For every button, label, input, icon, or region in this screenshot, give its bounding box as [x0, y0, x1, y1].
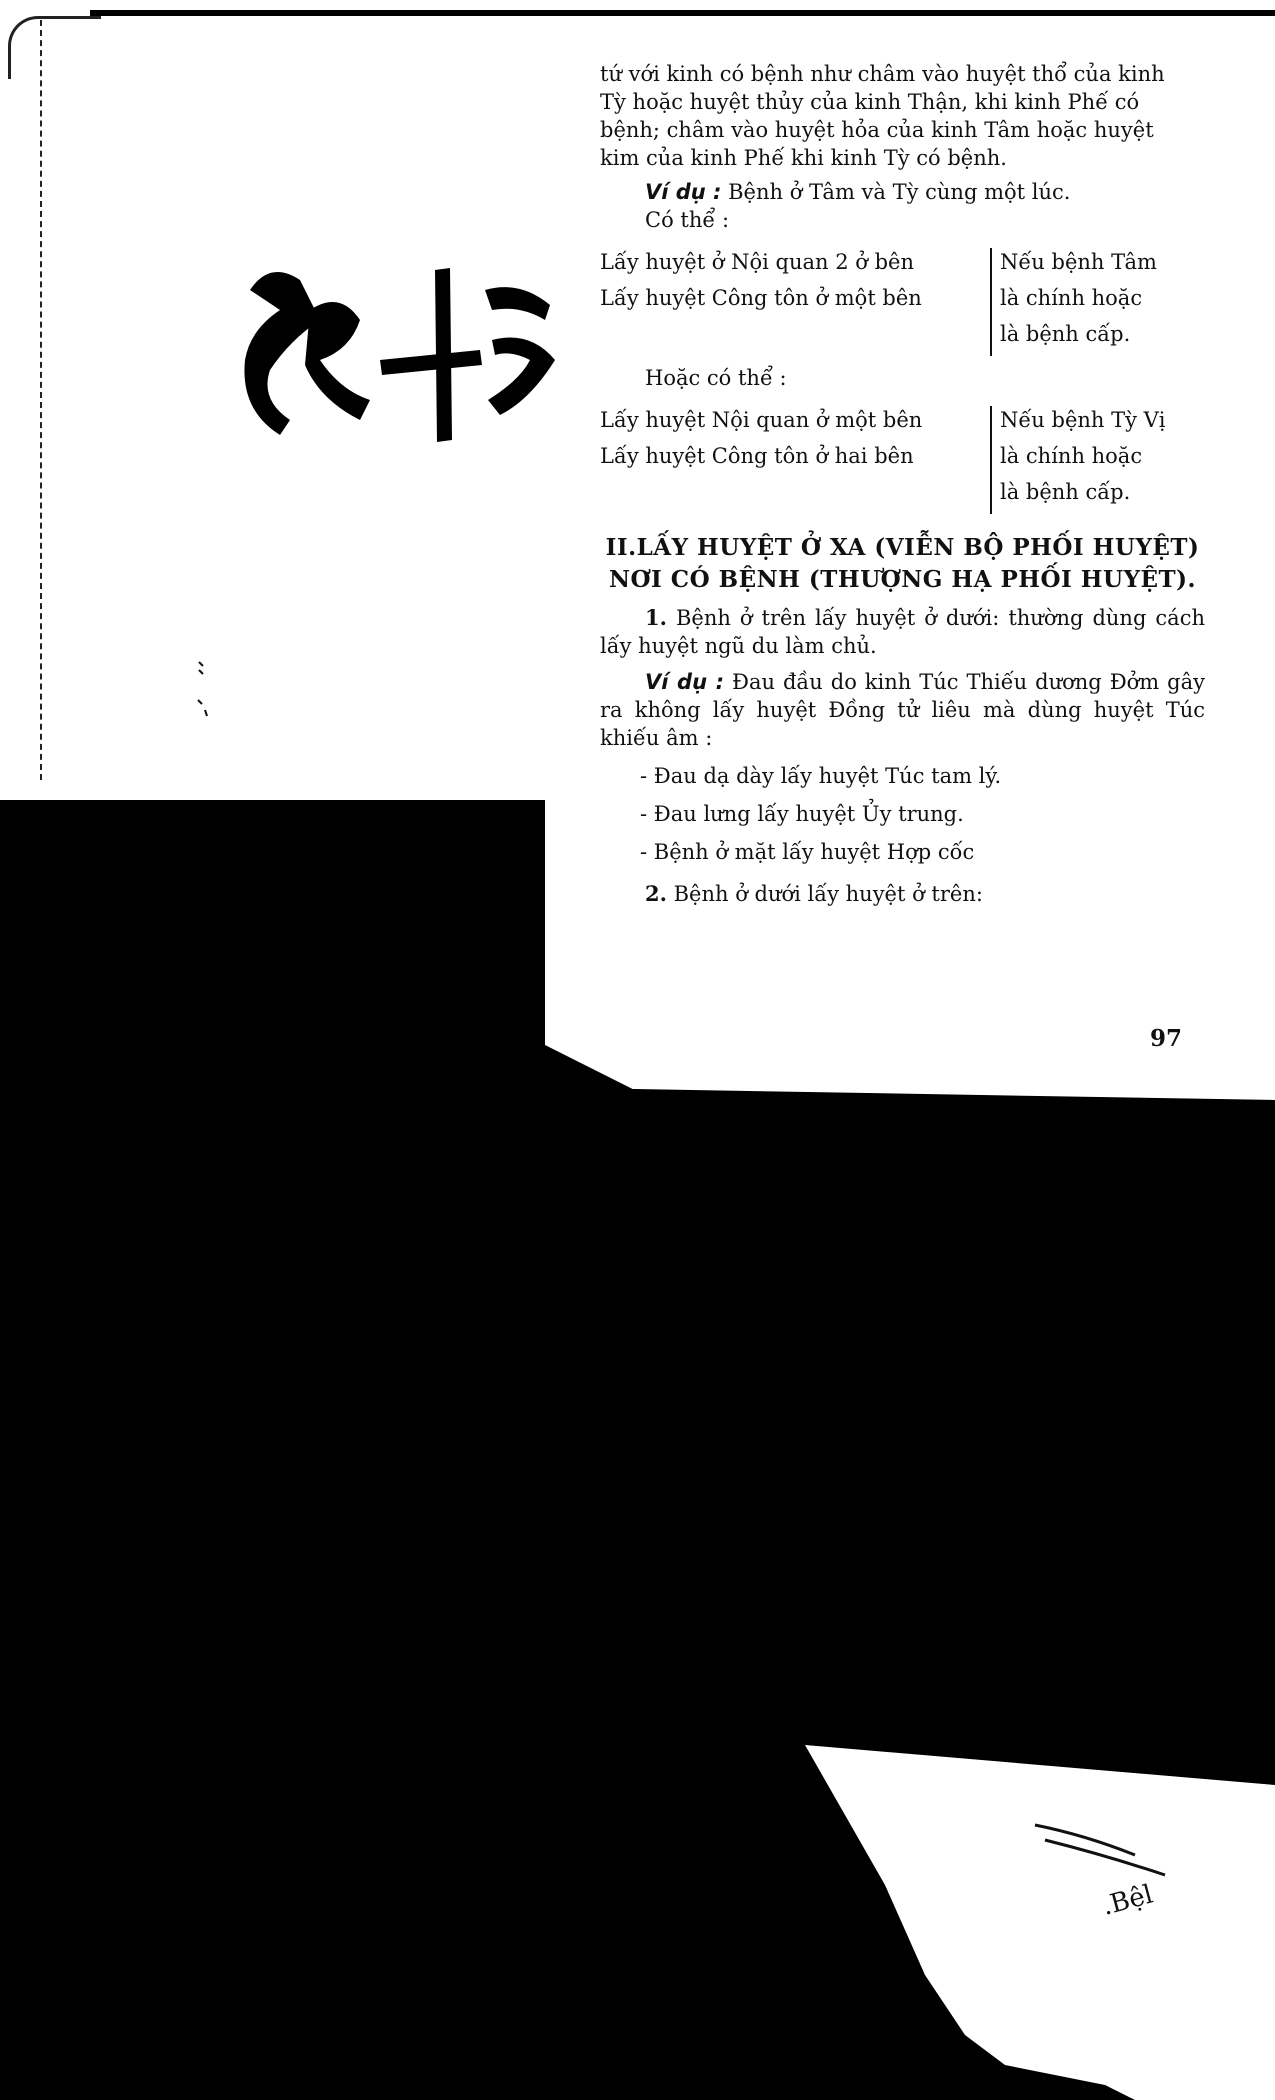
option-condition [990, 406, 1200, 514]
option-line: Lấy huyệt Công tôn ở hai bên [600, 444, 914, 468]
section-1-paragraph [600, 604, 1205, 660]
condition-line: là chính hoặc [1000, 444, 1143, 468]
condition-line: là chính hoặc [1000, 286, 1143, 310]
section-text: Bệnh ở dưới lấy huyệt ở trên: [666, 882, 983, 906]
text-line: kim của kinh Phế khi kinh Tỳ có bệnh. [600, 146, 1007, 170]
option-block-1 [600, 248, 1205, 356]
example-paragraph [600, 178, 1205, 206]
option-block-2 [600, 406, 1205, 514]
section-heading [600, 532, 1205, 596]
condition-line: Nếu bệnh Tỳ Vị [1000, 408, 1166, 432]
body-text [600, 60, 1205, 908]
condition-line: là bệnh cấp. [1000, 480, 1131, 504]
option-line: Lấy huyệt Công tôn ở một bên [600, 286, 922, 310]
example-paragraph-2 [600, 668, 1205, 752]
example-label: Ví dụ : [645, 180, 722, 204]
condition-line: là bệnh cấp. [1000, 322, 1131, 346]
top-rule [90, 10, 1275, 16]
can-label: Có thể : [645, 208, 730, 232]
section-text: Bệnh ở trên lấy huyệt ở dưới: thường dùng cách lấy huyệt ngũ du làm chủ. [600, 606, 1205, 658]
section-number: 2. [645, 881, 667, 906]
example-text: Đau đầu do kinh Túc Thiếu dương Đởm gây ra không lấy huyệt Đồng tử liêu mà dùng huyệt Túc khiếu âm : [600, 670, 1205, 750]
text-line: tứ với kinh có bệnh như châm vào huyệt thổ của kinh [600, 62, 1165, 86]
section-number: 1. [645, 605, 667, 630]
example-label: Ví dụ : [645, 670, 725, 694]
torn-paper-fragment [805, 1745, 1275, 2100]
text-line: bệnh; châm vào huyệt hỏa của kinh Tâm hoặc huyệt [600, 118, 1154, 142]
calligraphy-image [230, 250, 560, 450]
list-item: - Đau lưng lấy huyệt Ủy trung. [640, 802, 964, 826]
example-text: Bệnh ở Tâm và Tỳ cùng một lúc. [721, 180, 1071, 204]
condition-line: Nếu bệnh Tâm [1000, 250, 1157, 274]
heading-line-2: NƠI CÓ BỆNH (THƯỢNG HẠ PHỐI HUYỆT). [608, 566, 1197, 593]
decorative-border [0, 20, 42, 780]
page-number: 97 [1150, 1025, 1183, 1052]
option-left-column [600, 406, 990, 514]
section-2-paragraph [600, 880, 1205, 908]
option-line: Lấy huyệt Nội quan ở một bên [600, 408, 923, 432]
text-line: Tỳ hoặc huyệt thủy của kinh Thận, khi kinh Phế có [600, 90, 1140, 114]
scan-marks [195, 660, 215, 720]
option-left-column [600, 248, 990, 356]
option-line: Lấy huyệt ở Nội quan 2 ở bên [600, 250, 914, 274]
list-item: - Bệnh ở mặt lấy huyệt Hợp cốc [640, 840, 975, 864]
heading-line-1: II.LẤY HUYỆT Ở XA (VIỄN BỘ PHỐI HUYỆT) [605, 534, 1200, 561]
decorative-corner-ornament [8, 16, 101, 79]
or-can-label: Hoặc có thể : [645, 366, 787, 390]
option-condition [990, 248, 1200, 356]
list-item: - Đau dạ dày lấy huyệt Túc tam lý. [640, 764, 1002, 788]
svg-text:.Bệl: .Bệl [1099, 1879, 1157, 1922]
